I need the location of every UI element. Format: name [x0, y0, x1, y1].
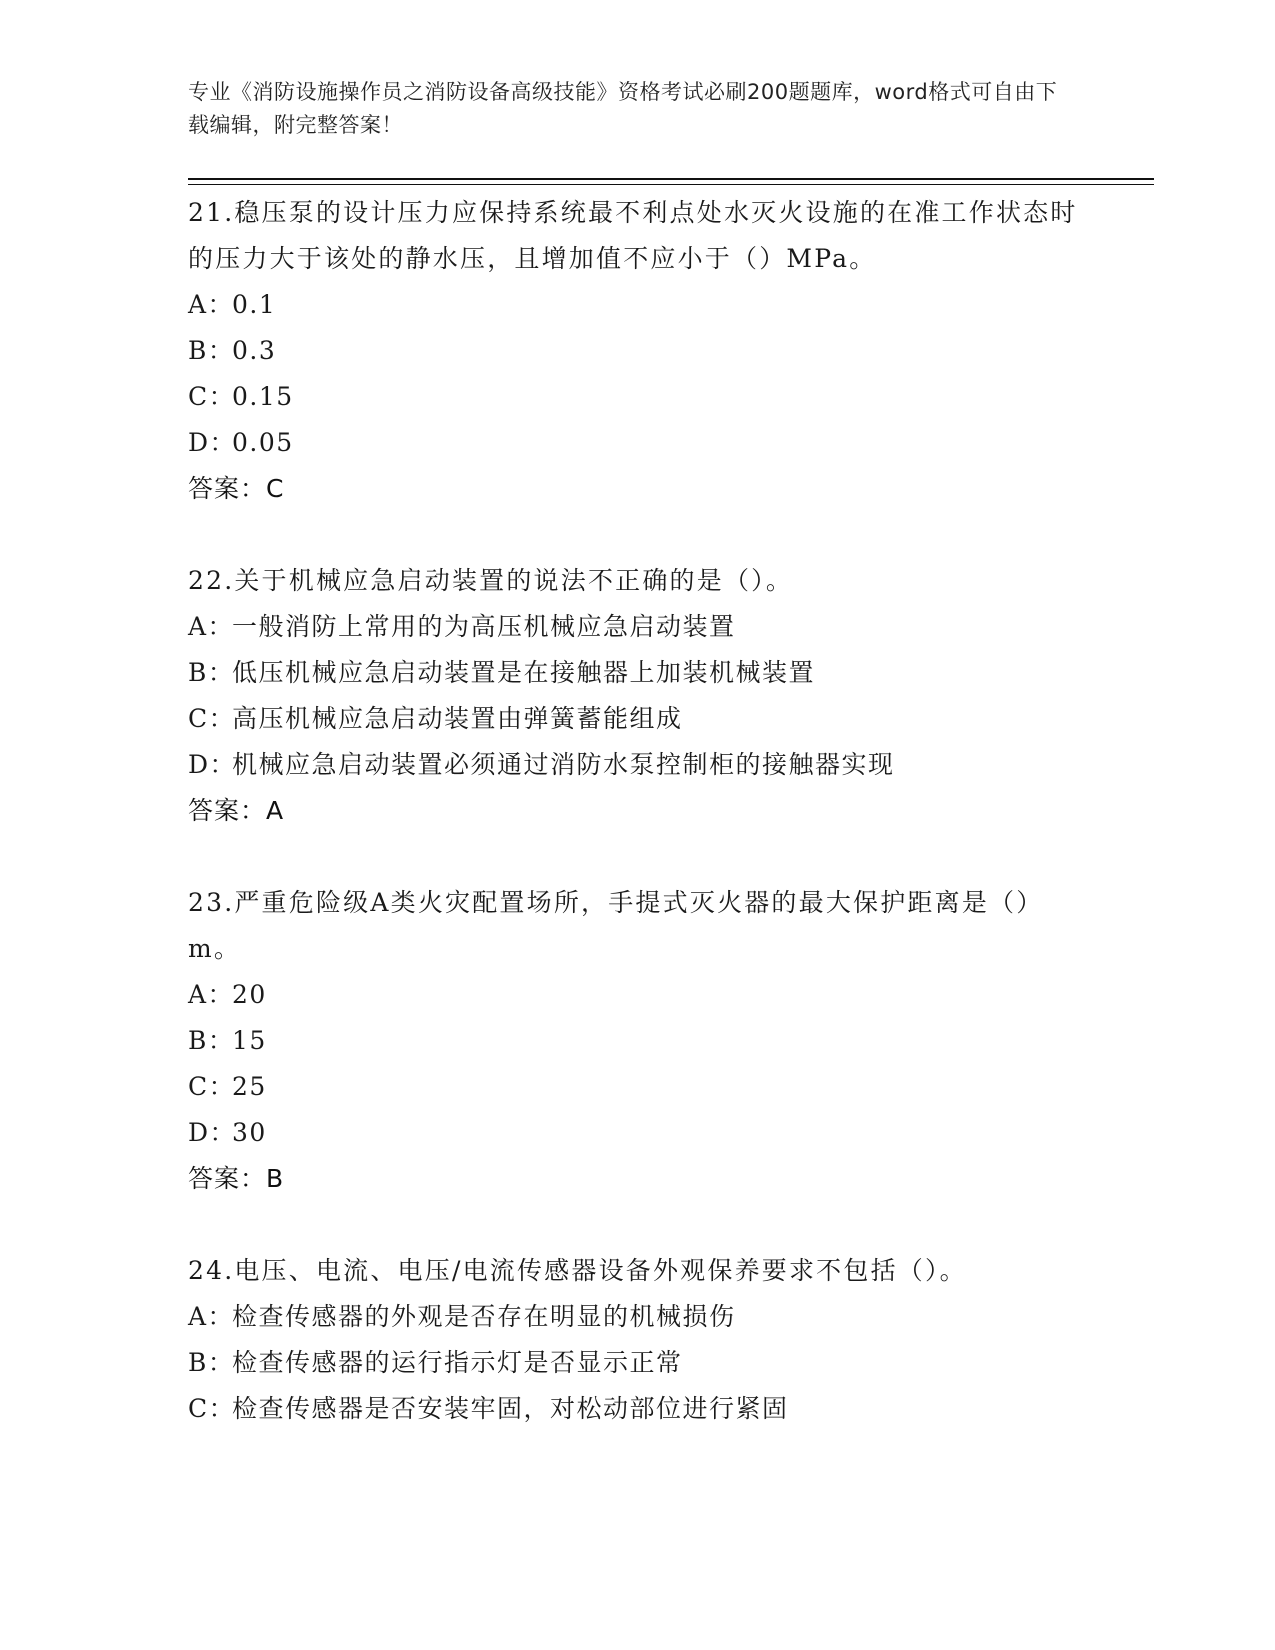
option-c	[188, 1064, 1088, 1110]
option-text: 检查传感器的外观是否存在明显的机械损伤	[232, 1302, 736, 1331]
option-a	[188, 282, 1088, 328]
option-text: 25	[232, 1072, 267, 1101]
option-key: A：	[188, 1302, 235, 1331]
question-stem: 22.关于机械应急启动装置的说法不正确的是（）。	[188, 566, 794, 595]
option-text: 检查传感器的运行指示灯是否显示正常	[232, 1348, 683, 1377]
option-key: A：	[188, 612, 235, 641]
option-text: 机械应急启动装置必须通过消防水泵控制柜的接触器实现	[232, 750, 895, 779]
question-stem: 23.严重危险级A类火灾配置场所，手提式灭火器的最大保护距离是（）m。	[188, 888, 1044, 963]
header-rule-thick	[188, 178, 1154, 180]
option-text: 0.1	[232, 290, 277, 319]
option-key: B：	[188, 1348, 235, 1377]
question-spacer	[188, 1202, 1088, 1248]
option-text: 检查传感器是否安装牢固，对松动部位进行紧固	[232, 1394, 789, 1423]
option-c	[188, 374, 1088, 420]
header-rule-thin	[188, 184, 1154, 185]
option-key: C：	[188, 1394, 236, 1423]
document-header: 专业《消防设施操作员之消防设备高级技能》资格考试必刷200题题库，word格式可自由下载编辑，附完整答案！	[188, 80, 1058, 137]
question-24	[188, 1248, 1088, 1432]
option-text: 高压机械应急启动装置由弹簧蓄能组成	[232, 704, 683, 733]
question-spacer	[188, 834, 1088, 880]
option-key: B：	[188, 1026, 235, 1055]
option-text: 15	[232, 1026, 267, 1055]
question-stem: 24.电压、电流、电压/电流传感器设备外观保养要求不包括（）。	[188, 1256, 967, 1285]
option-d	[188, 742, 1088, 788]
question-spacer	[188, 512, 1088, 558]
option-text: 20	[232, 980, 267, 1009]
option-d	[188, 420, 1088, 466]
question-list	[188, 190, 1088, 1432]
option-key: A：	[188, 290, 235, 319]
answer-label: 答案：C	[188, 474, 285, 503]
option-text: 低压机械应急启动装置是在接触器上加装机械装置	[232, 658, 816, 687]
option-key: D：	[188, 750, 237, 779]
option-key: C：	[188, 382, 236, 411]
option-b	[188, 1340, 1088, 1386]
option-text: 0.3	[232, 336, 277, 365]
answer-label: 答案：A	[188, 796, 285, 825]
question-stem: 21.稳压泵的设计压力应保持系统最不利点处水灭火设施的在准工作状态时的压力大于该处的静水压，且增加值不应小于（）MPa。	[188, 198, 1078, 273]
option-text: 一般消防上常用的为高压机械应急启动装置	[232, 612, 736, 641]
option-a	[188, 1294, 1088, 1340]
option-text: 0.15	[232, 382, 294, 411]
question-22	[188, 558, 1088, 834]
option-text: 30	[232, 1118, 267, 1147]
option-text: 0.05	[232, 428, 294, 457]
option-b	[188, 328, 1088, 374]
question-23	[188, 880, 1088, 1202]
option-key: A：	[188, 980, 235, 1009]
option-c	[188, 696, 1088, 742]
answer-label: 答案：B	[188, 1164, 285, 1193]
option-c	[188, 1386, 1088, 1432]
option-d	[188, 1110, 1088, 1156]
option-key: C：	[188, 704, 236, 733]
option-a	[188, 604, 1088, 650]
question-21	[188, 190, 1088, 512]
option-b	[188, 650, 1088, 696]
option-key: D：	[188, 428, 237, 457]
option-key: B：	[188, 658, 235, 687]
option-key: B：	[188, 336, 235, 365]
option-key: C：	[188, 1072, 236, 1101]
option-a	[188, 972, 1088, 1018]
option-key: D：	[188, 1118, 237, 1147]
option-b	[188, 1018, 1088, 1064]
